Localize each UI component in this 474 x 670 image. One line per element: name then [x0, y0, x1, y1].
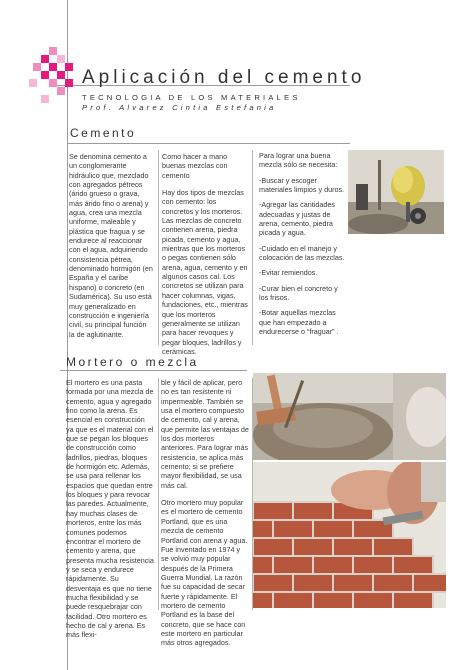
cemento-column-2 [162, 152, 248, 364]
column-divider [158, 378, 159, 610]
section-rule-cemento [67, 143, 350, 144]
list-item: -Evitar remiendos. [259, 268, 318, 278]
mezcla-intro: Para lograr una buena mezcla sólo se necesita: [259, 151, 338, 170]
mortero-portland-text: Otro mortero muy popular es el mortero de cemento Portland, que es una mezcla de cemento Portland con arena y agua. Fue inventado en 1974 y se volvió muy popular después de la Primera Guerra Mundial. La razón fue su capacidad de secar fuerte y rápidamente. El mortero de cemento Portland es la base del concreto, que se hace con este mortero en particular más otros agregados. [161, 498, 248, 648]
mezcla-requirements-list [259, 176, 347, 337]
section-heading-cemento: Cemento [70, 126, 137, 140]
column-divider [252, 150, 253, 345]
course-subtitle: TECNOLOGIA DE LOS MATERIALES [82, 93, 301, 102]
cemento-column-3 [259, 151, 347, 343]
author-line: Prof. Alvarez Cintia Estefania [82, 103, 277, 112]
list-item: -Curar bien el concreto y los frisos. [259, 283, 338, 303]
cement-mixer-photo [348, 150, 444, 234]
pixel-mosaic-logo [29, 47, 77, 109]
list-item: -Buscar y escoger materiales limpios y duros. [259, 175, 345, 195]
mortero-column-2 [161, 378, 249, 656]
mortero-column-1 [66, 378, 154, 648]
page-title: Aplicación del cemento [82, 67, 366, 88]
brick-laying-photo [253, 462, 446, 608]
cemento-column-1 [69, 152, 154, 347]
list-item: -Agregar las cantidades adecuadas y justas de arena, cemento, piedra picada y agua. [259, 200, 335, 238]
list-item: -Botar aquellas mezclas que han empezado a endurecerse o “fraguar” . [259, 308, 339, 337]
section-heading-mortero: Mortero o mezcla [66, 355, 199, 369]
mezclas-subheading: Como hacer a mano buenas mezclas con cemento [162, 152, 228, 180]
mortero-flexibility-text: ble y fácil de aplicar, pero no es tan resistente ni impermeable. También se usa el mortero compuesto de cemento, cal y arena, que permite las ventajas de los dos morteros anteriores. Para lograr más resistencia, se aplica más cemento; si se prefiere mayor flexibilidad, se usa más cal. [161, 378, 249, 490]
mortar-pile-photo [253, 373, 446, 460]
list-item: -Cuidado en el manejo y colocación de las mezclas. [259, 243, 345, 263]
column-divider [158, 150, 159, 345]
cemento-definition-text: Se denomina cemento a un conglomerante hidráulico que, mezclado con agregados pétreos (árido grueso o grava, más árido fino o arena) y agua, crea una mezcla uniforme, maleable y plástica que fragua y se endurece al reaccionar con el agua, adquiriendo consistencia pétrea, denominado hormigón (en España y el caribe hispano) o concreto (en Sudamérica). Su uso está muy generalizado en construcción e ingeniería civil, su principal función la de aglutinante. [69, 152, 153, 339]
mezclas-text: Hay dos tipos de mezclas con cemento: los concretos y los morteros. Las mezclas de concreto contienen arena, piedra picada, cemento y agua, mientras que los morteros o pegas contienen sólo arena, agua, cemento y en algunos casos cal. Los concretos se utilizan para hacer columnas, vigas, fundaciones, etc., mientras que los morteros generalmente se utilizan para hacer revoques y pegar bloques, ladrillos y cerámicas. [162, 188, 248, 356]
mortero-definition-text: El mortero es una pasta formada por una mezcla de cemento, agua y agregado fino como la arena. Es esencial en construcción ya que es el material con el que se pegan los bloques de construcción como ladrillos, piedras, bloques de hormigón etc. Además, se usa para rellenar los espacios que quedan entre los bloques y para revocar las paredes. Actualmente, hay muchas clases de morteros, entre los más comunes podemos encontrar el mortero de cemento y arena, que presenta mucha resistencia y se seca y endurece rápidamente. Su desventaja es que no tiene mucha flexibilidad y se puede resquebrajar con facilidad. Otro mortero es hecho de cal y arena. Es más flexi- [66, 378, 154, 640]
section-rule-mortero [60, 370, 247, 371]
